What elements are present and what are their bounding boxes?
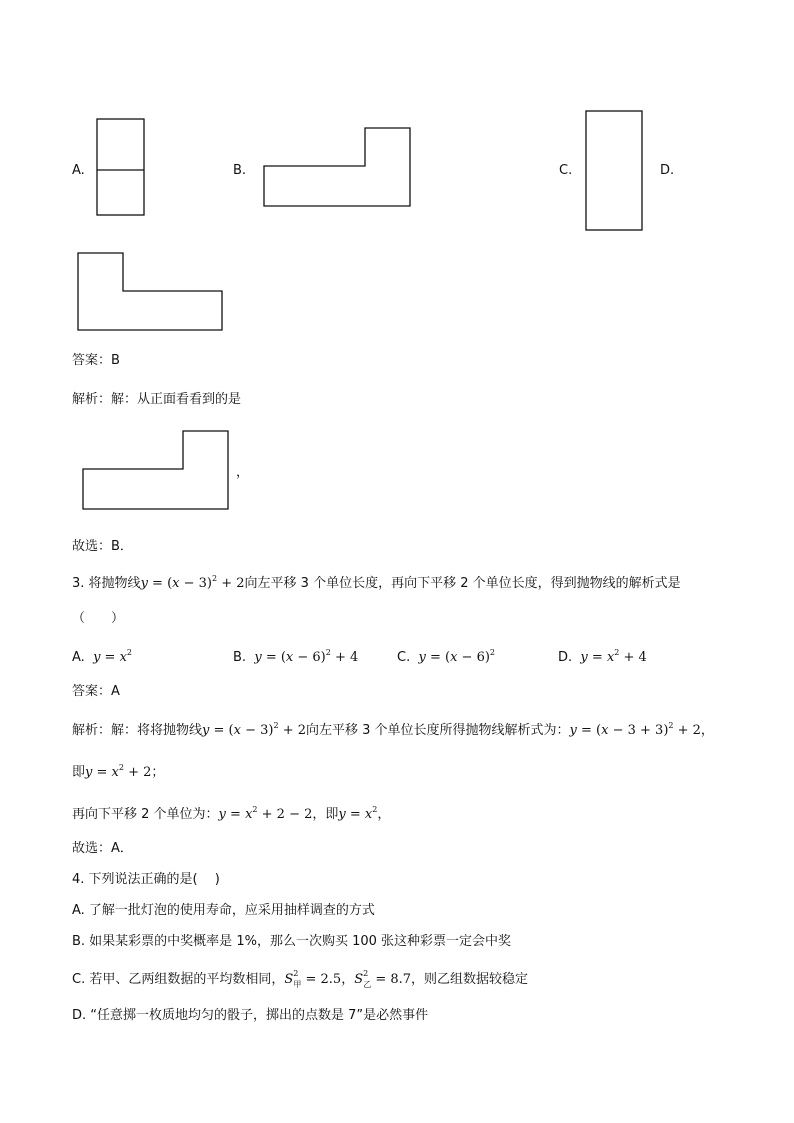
- q3-number: 3.: [72, 576, 85, 591]
- q4-option-a: A. 了解一批灯泡的使用寿命，应采用抽样调查的方式: [72, 903, 375, 918]
- q3-analysis-line2: 即$y = x^2 + 2$；: [72, 763, 165, 780]
- q3-option-d: D. $y = x^2 + 4$: [558, 648, 647, 665]
- option-b-figure: [264, 128, 410, 206]
- option-b-label: B.: [233, 163, 247, 178]
- q2-comma: ，: [236, 465, 250, 480]
- q3-analysis-line3: 再向下平移 2 个单位为：$y = x^2 + 2 - 2$，即$y = x^2$，: [72, 805, 391, 822]
- q4-title: 4. 下列说法正确的是( ): [72, 872, 220, 887]
- option-c-label: C.: [559, 163, 573, 178]
- option-c-figure: [586, 111, 642, 230]
- q4-option-d: D. “任意掷一枚质地均匀的骰子，掷出的点数是 7”是必然事件: [72, 1008, 429, 1023]
- q3-option-a: A. $y = x^2$: [72, 648, 133, 665]
- q3-paren: （ ）: [72, 611, 125, 626]
- q3-analysis-line1: 解析：解：将将抛物线$y = (x - 3)^2 + 2$向左平移 3 个单位长度所得抛物线解析式为：$y = (x - 3 + 3)^2 + 2$，: [72, 721, 714, 738]
- q3-option-b: B. $y = (x - 6)^2 + 4$: [233, 648, 359, 665]
- option-a-figure: [97, 119, 144, 215]
- q4-option-c: C. 若甲、乙两组数据的平均数相同，$S^2_甲 = 2.5$，$S^2_乙 = 8.7$，则乙组数据较稳定: [72, 969, 529, 989]
- option-d-figure: [78, 253, 222, 330]
- q4-option-b: B. 如果某彩票的中奖概率是 1%，那么一次购买 100 张这种彩票一定会中奖: [72, 934, 512, 949]
- q2-answer: 答案：B: [72, 353, 120, 368]
- q3-answer: 答案：A: [72, 684, 120, 699]
- q3-stem: 3. 将抛物线$y = (x - 3)^2 + 2$向左平移 3 个单位长度，再向下平移 2 个单位长度，得到抛物线的解析式是: [72, 574, 681, 591]
- q2-conclusion: 故选：B．: [72, 539, 133, 554]
- q2-analysis: 解析：解：从正面看看到的是: [72, 392, 242, 407]
- q3-conclusion: 故选：A．: [72, 841, 133, 856]
- front-view-figure: [83, 431, 228, 509]
- option-a-label: A.: [72, 163, 85, 178]
- q3-option-c: C. $y = (x - 6)^2$: [397, 648, 496, 665]
- option-d-label: D.: [660, 163, 675, 178]
- q3-formula: $y = (x - 3)^2 + 2$: [140, 574, 245, 591]
